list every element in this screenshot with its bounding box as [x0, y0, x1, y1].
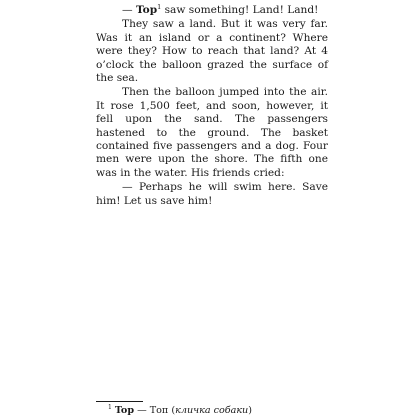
footnote-gloss: кличка собаки — [175, 405, 249, 416]
paragraph-2: They saw a land. But it was very far. Was it an island or a continent? Where were they? How to reach that land? At 4 o’clock the balloon grazed the surface of the sea. — [96, 18, 328, 85]
body-text — [96, 4, 328, 209]
footnote-ref[interactable]: 1 — [157, 3, 162, 11]
speaker-name: Top — [135, 4, 158, 16]
footnote-divider — [96, 401, 143, 402]
footnote-close: ) — [248, 405, 252, 416]
footnote — [108, 405, 252, 417]
paragraph-1-text: saw something! Land! Land! — [161, 4, 319, 16]
paragraph-1 — [96, 4, 328, 17]
dash: — — [122, 4, 136, 16]
footnote-number: 1 — [108, 404, 112, 411]
paragraph-3: Then the balloon jumped into the air. It rose 1,500 feet, and soon, however, it fell upon the sand. The passengers hastened to the ground. The basket contained five passengers and a dog. Four men were upon the shore. The fifth one was in the water. His friends cried: — [96, 86, 328, 179]
footnote-term: Top — [114, 405, 135, 416]
footnote-dash: — Топ ( — [134, 405, 176, 416]
paragraph-4: — Perhaps he will swim here. Save him! Let us save him! — [96, 181, 328, 207]
